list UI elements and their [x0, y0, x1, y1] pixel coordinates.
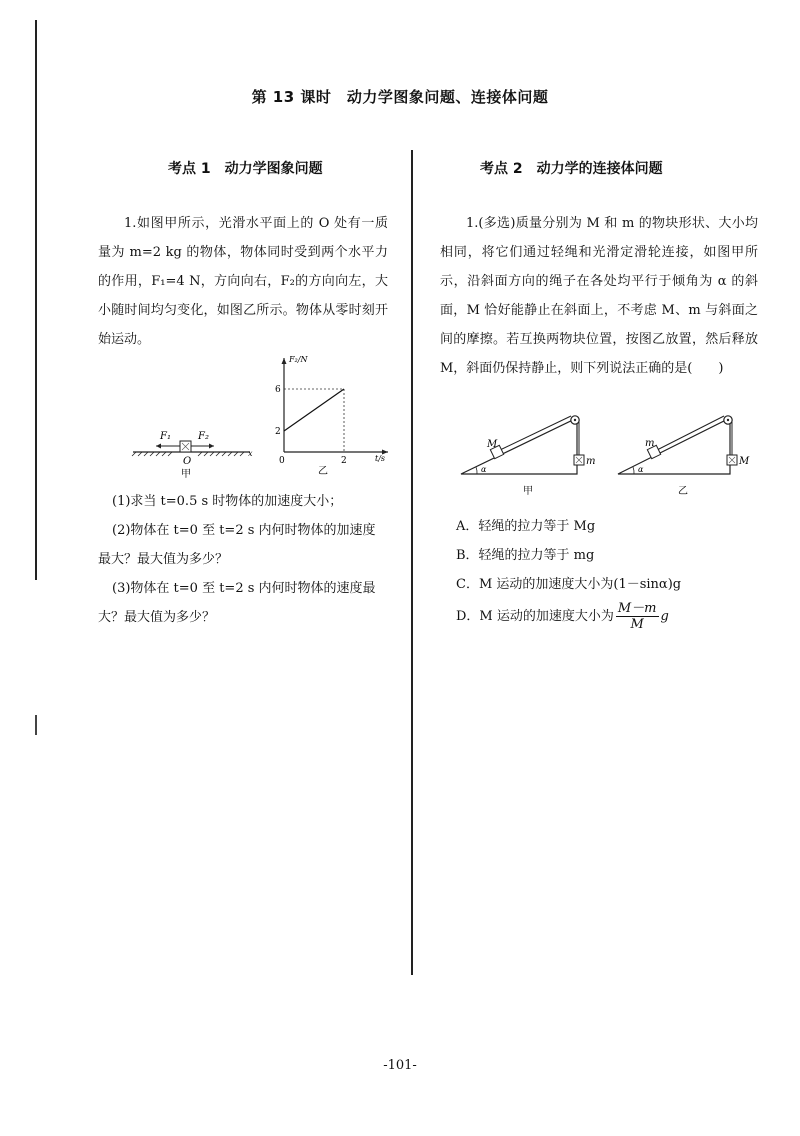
option-c: C．M 运动的加速度大小为(1－sinα)g — [456, 577, 682, 592]
y-tick-label-2: 2 — [275, 427, 281, 437]
chart-caption: 乙 — [318, 466, 328, 477]
hanging-block-label: m — [586, 456, 596, 467]
question-3: (3)物体在 t=0 至 t=2 s 内何时物体的速度最大？最大值为多少？ — [98, 581, 376, 625]
pulley-axle — [727, 419, 729, 421]
x-tick-label-0: 0 — [279, 456, 285, 466]
column-divider — [411, 150, 413, 975]
incline — [461, 418, 577, 474]
left-section-title: 考点 1 动力学图象问题 — [168, 161, 323, 177]
y-axis-label: F₂/N — [289, 355, 308, 364]
option-a: A．轻绳的拉力等于 Mg — [456, 519, 596, 534]
right-figure-yi — [612, 408, 757, 500]
figure-caption: 甲 — [181, 469, 191, 480]
f1-label: F₁ — [160, 431, 171, 442]
origin-label: O — [183, 456, 192, 467]
y-axis-arrow — [282, 358, 287, 364]
option-b: B．轻绳的拉力等于 mg — [456, 548, 595, 563]
f2-label: F₂ — [198, 431, 209, 442]
binding-margin-mark — [35, 715, 37, 735]
y-tick-label-6: 6 — [275, 385, 281, 395]
slope-block-label: M — [487, 439, 498, 450]
f2-arrow-head — [209, 444, 214, 449]
figure-caption: 乙 — [678, 486, 688, 497]
slope-block-label: m — [645, 438, 655, 449]
left-figure-jia — [128, 420, 264, 482]
option-d — [456, 601, 669, 632]
fraction-denominator: M — [630, 617, 644, 632]
x-tick-label-2: 2 — [341, 456, 347, 466]
right-section-title: 考点 2 动力学的连接体问题 — [480, 161, 663, 177]
option-d-suffix: g — [660, 609, 669, 624]
option-d-prefix: D．M 运动的加速度大小为 — [456, 609, 614, 624]
right-figure-jia — [455, 408, 600, 500]
x-axis-label: t/s — [375, 454, 386, 463]
page-title: 第 13 课时 动力学图象问题、连接体问题 — [251, 88, 549, 106]
option-d-fraction — [616, 601, 659, 632]
incline — [618, 418, 730, 474]
left-problem-text: 1.如图甲所示，光滑水平面上的 O 处有一质量为 m=2 kg 的物体，物体同时受到两个水平力的作用，F₁=4 N，方向向右，F₂的方向向左，大小随时间均匀变化，如图乙所示。物体从零时刻开始运动。 — [98, 216, 388, 347]
series-line-f2 — [284, 389, 344, 431]
f2-time-chart — [268, 350, 398, 478]
hanging-block-label: M — [739, 456, 750, 467]
f1-arrow-head — [156, 444, 161, 449]
pulley-axle — [574, 419, 576, 421]
question-1: (1)求当 t=0.5 s 时物体的加速度大小； — [112, 494, 343, 509]
figure-caption: 甲 — [523, 486, 533, 497]
angle-label: α — [481, 465, 487, 474]
x-axis-label: x — [248, 449, 253, 458]
page-number: -101- — [383, 1058, 417, 1073]
angle-label: α — [638, 465, 644, 474]
fraction-numerator: M－m — [617, 601, 657, 616]
right-problem-text: 1.(多选)质量分别为 M 和 m 的物块形状、大小均相同，将它们通过轻绳和光滑定滑轮连接，如图甲所示，沿斜面方向的绳子在各处均平行于倾角为 α 的斜面，M 恰好能静止在斜面上，不考虑 M、m 与斜面之间的摩擦。若互换两物块位置，按图乙放置，然后释放 M，斜面仍保持静止，则下列说法正确的是( ) — [440, 216, 758, 376]
chart-axes — [282, 358, 389, 455]
question-2: (2)物体在 t=0 至 t=2 s 内何时物体的加速度最大？最大值为多少？ — [98, 523, 376, 567]
